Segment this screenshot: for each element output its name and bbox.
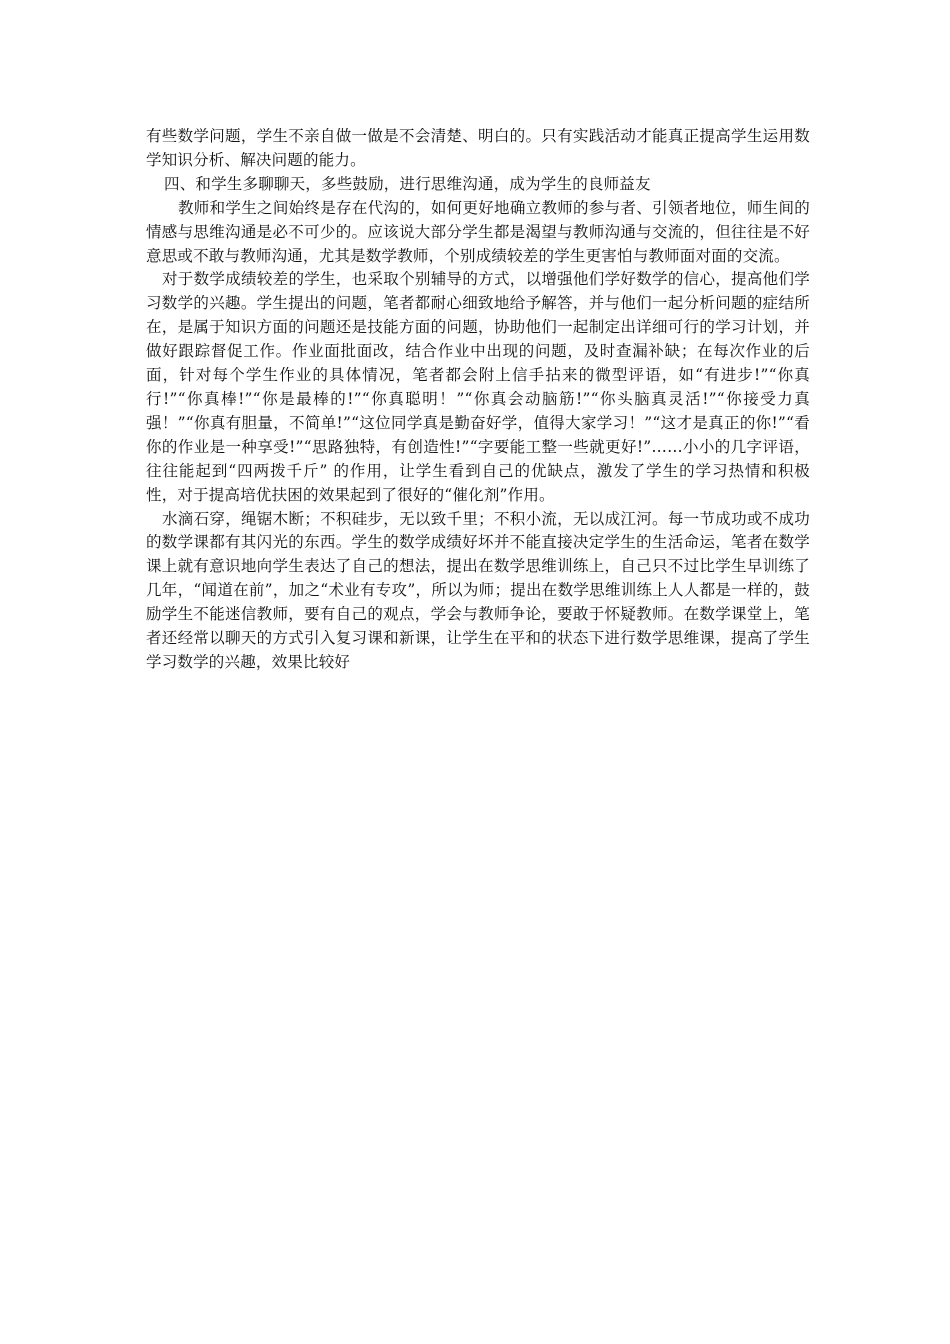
- document-body: [146, 125, 810, 675]
- paragraph-conclusion: 水滴石穿，绳锯木断；不积硅步，无以致千里；不积小流，无以成江河。每一节成功或不成功的数学课都有其闪光的东西。学生的数学成绩好坏并不能直接决定学生的生活命运，笔者在数学课上就有意识地向学生表达了自己的想法，提出在数学思维训练上，自己只不过比学生早训练了几年，“闻道在前”，加之“术业有专攻”，所以为师；提出在数学思维训练上人人都是一样的，鼓励学生不能迷信教师，要有自己的观点，学会与教师争论，要敢于怀疑教师。在数学课堂上，笔者还经常以聊天的方式引入复习课和新课，让学生在平和的状态下进行数学思维课，提高了学生学习数学的兴趣，效果比较好: [146, 509, 810, 671]
- paragraph-continuation: 有些数学问题，学生不亲自做一做是不会清楚、明白的。只有实践活动才能真正提高学生运用数学知识分析、解决问题的能力。: [146, 127, 810, 169]
- paragraph-teacher-student: 教师和学生之间始终是存在代沟的，如何更好地确立教师的参与者、引领者地位，师生间的情感与思维沟通是必不可少的。应该说大部分学生都是渴望与教师沟通与交流的，但往往是不好意思或不敢与教师沟通，尤其是数学教师，个别成绩较差的学生更害怕与教师面对面的交流。: [146, 198, 810, 265]
- section-heading: 四、和学生多聊聊天，多些鼓励，进行思维沟通，成为学生的良师益友: [164, 174, 651, 193]
- paragraph-individual-tutoring: 对于数学成绩较差的学生，也采取个别辅导的方式，以增强他们学好数学的信心，提高他们学习数学的兴趣。学生提出的问题，笔者都耐心细致地给予解答，并与他们一起分析问题的症结所在，是属于知识方面的问题还是技能方面的问题，协助他们一起制定出详细可行的学习计划，并做好跟踪督促工作。作业面批面改，结合作业中出现的问题，及时查漏补缺；在每次作业的后面，针对每个学生作业的具体情况，笔者都会附上信手拈来的微型评语，如“有进步!”“你真行!”“你真棒!”“你是最棒的!”“你真聪明！”“你真会动脑筋!”“你头脑真灵活!”“你接受力真强！”“你真有胆量，不简单!”“这位同学真是勤奋好学，值得大家学习！”“这才是真正的你!”“看你的作业是一种享受!”“思路独特，有创造性!”“字要能工整一些就更好!”……小小的几字评语，往往能起到“四两拨千斤” 的作用，让学生看到自己的优缺点，激发了学生的学习热情和积极性，对于提高培优扶困的效果起到了很好的“催化剂”作用。: [146, 270, 810, 504]
